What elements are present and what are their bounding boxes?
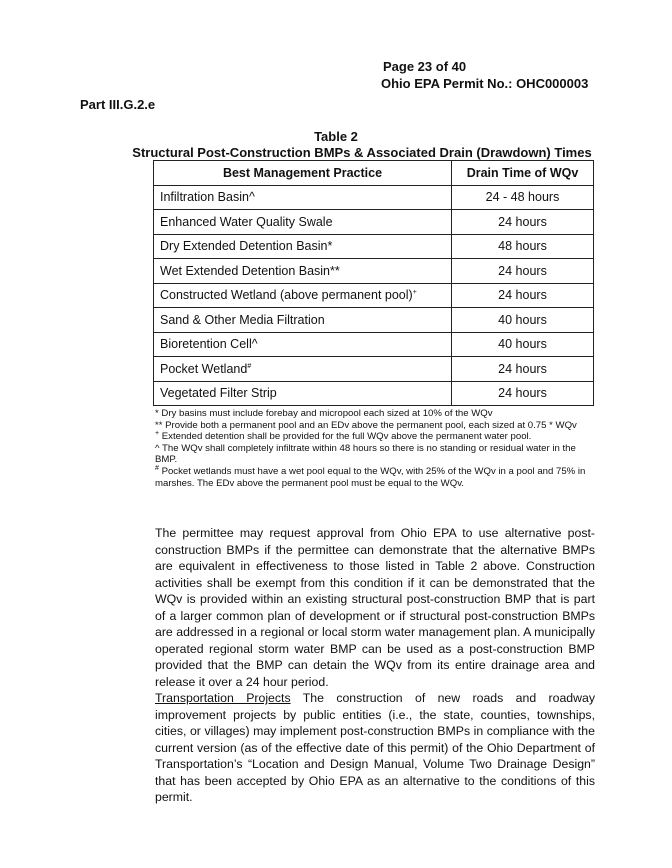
footnote-text: Dry basins must include forebay and micropool each sized at 10% of the WQv (158, 408, 493, 419)
footnote-marker: ^ (248, 190, 255, 205)
practice-cell (154, 210, 452, 235)
paragraph-body: The construction of new roads and roadway improvement projects by public entities (i.e., the state, counties, townships, cities, or villages) may implement post-construction BMPs in compliance with the current version (as of the effective date of this permit) of the Ohio Department of Transportation’s “Location and Design Manual, Volume Two Drainage Design” that has been accepted by Ohio EPA as an alternative to the conditions of this permit. (155, 691, 595, 804)
practice-name: Vegetated Filter Strip (160, 386, 277, 401)
footnote (155, 408, 597, 420)
table-footnotes (155, 408, 597, 489)
table-caption (0, 129, 672, 161)
practice-cell (154, 332, 452, 357)
paragraph-heading: Transportation Projects (155, 691, 291, 705)
table-row (154, 234, 594, 259)
table-body (154, 185, 594, 406)
table-row (154, 308, 594, 333)
drain-time-cell: 40 hours (452, 308, 594, 333)
footnote (155, 443, 597, 466)
footnote-marker: # (155, 464, 159, 472)
table-header-row (154, 161, 594, 186)
practice-name: Wet Extended Detention Basin (160, 263, 331, 278)
drain-time-cell: 40 hours (452, 332, 594, 357)
table-row (154, 210, 594, 235)
footnote (155, 420, 597, 432)
footnote-marker: + (155, 430, 160, 437)
page-header (383, 58, 588, 92)
practice-cell (154, 259, 452, 284)
practice-cell (154, 283, 452, 308)
drain-time-cell: 24 hours (452, 283, 594, 308)
footnote-marker: ^ (155, 442, 160, 454)
practice-name: Constructed Wetland (above permanent pool) (160, 288, 413, 303)
practice-name: Enhanced Water Quality Swale (160, 214, 333, 229)
practice-name: Bioretention Cell (160, 337, 252, 352)
practice-cell (154, 357, 452, 382)
drain-time-cell: 48 hours (452, 234, 594, 259)
drain-time-cell: 24 hours (452, 210, 594, 235)
practice-cell (154, 234, 452, 259)
bmp-table (153, 160, 594, 406)
footnote-marker: # (247, 362, 252, 370)
footnote (155, 431, 597, 443)
footnote-marker: ^ (251, 337, 258, 352)
practice-name: Dry Extended Detention Basin (160, 239, 328, 254)
paragraph-transportation-projects (155, 690, 595, 806)
paragraph-alternative-bmps: The permittee may request approval from Ohio EPA to use alternative post-construction BMPs if the permittee can demonstrate that the alternative BMPs are equivalent in effectiveness to those listed in Table 2 above. Construction activities shall be exempt from this condition if it can be demonstrated that the WQv is provided within an existing structural post-construction BMP that is part of a larger common plan of development or if structural post-construction BMPs are addressed in a regional or local storm water management plan. A municipally operated regional storm water BMP can be used as a post-construction BMP provided that the BMP can detain the WQv from its entire drainage area and release it over a 24 hour period. (155, 526, 595, 689)
practice-name: Infiltration Basin (160, 190, 249, 205)
footnote-text: The WQv shall completely infiltrate within 48 hours so there is no standing or residual water in the BMP. (155, 442, 576, 466)
column-header-practice: Best Management Practice (154, 161, 452, 186)
practice-name: Pocket Wetland (160, 361, 248, 376)
footnote-marker: * (327, 239, 333, 254)
footnote-text: Extended detention shall be provided for the full WQv above the permanent water pool. (159, 431, 532, 443)
footnote-text: Pocket wetlands must have a wet pool equal to the WQv, with 25% of the WQv in a pool and 75% in marshes. The EDv above the permanent pool must be equal to the WQv. (155, 465, 586, 489)
table-title: Table 2 (314, 129, 358, 144)
table-row (154, 185, 594, 210)
drain-time-cell: 24 hours (452, 357, 594, 382)
drain-time-cell: 24 hours (452, 259, 594, 284)
footnote (155, 466, 597, 489)
table-row (154, 259, 594, 284)
column-header-drain-time: Drain Time of WQv (452, 161, 594, 186)
practice-cell (154, 381, 452, 406)
table-row (154, 332, 594, 357)
practice-cell (154, 308, 452, 333)
footnote-marker: ** (155, 419, 163, 431)
table-subtitle: Structural Post-Construction BMPs & Associated Drain (Drawdown) Times (132, 145, 592, 160)
footnote-marker: ** (330, 263, 340, 278)
drain-time-cell: 24 hours (452, 381, 594, 406)
table-row (154, 357, 594, 382)
practice-cell (154, 185, 452, 210)
permit-number: Ohio EPA Permit No.: OHC000003 (381, 76, 589, 91)
table-row (154, 381, 594, 406)
table-row (154, 283, 594, 308)
footnote-text: Provide both a permanent pool and an EDv above the permanent pool, each sized at 0.75 * WQv (162, 419, 577, 431)
footnote-marker: * (155, 408, 159, 419)
section-label: Part III.G.2.e (80, 97, 156, 112)
footnote-marker: + (412, 289, 417, 297)
practice-name: Sand & Other Media Filtration (160, 312, 325, 327)
page-number: Page 23 of 40 (383, 59, 467, 74)
drain-time-cell: 24 - 48 hours (452, 185, 594, 210)
